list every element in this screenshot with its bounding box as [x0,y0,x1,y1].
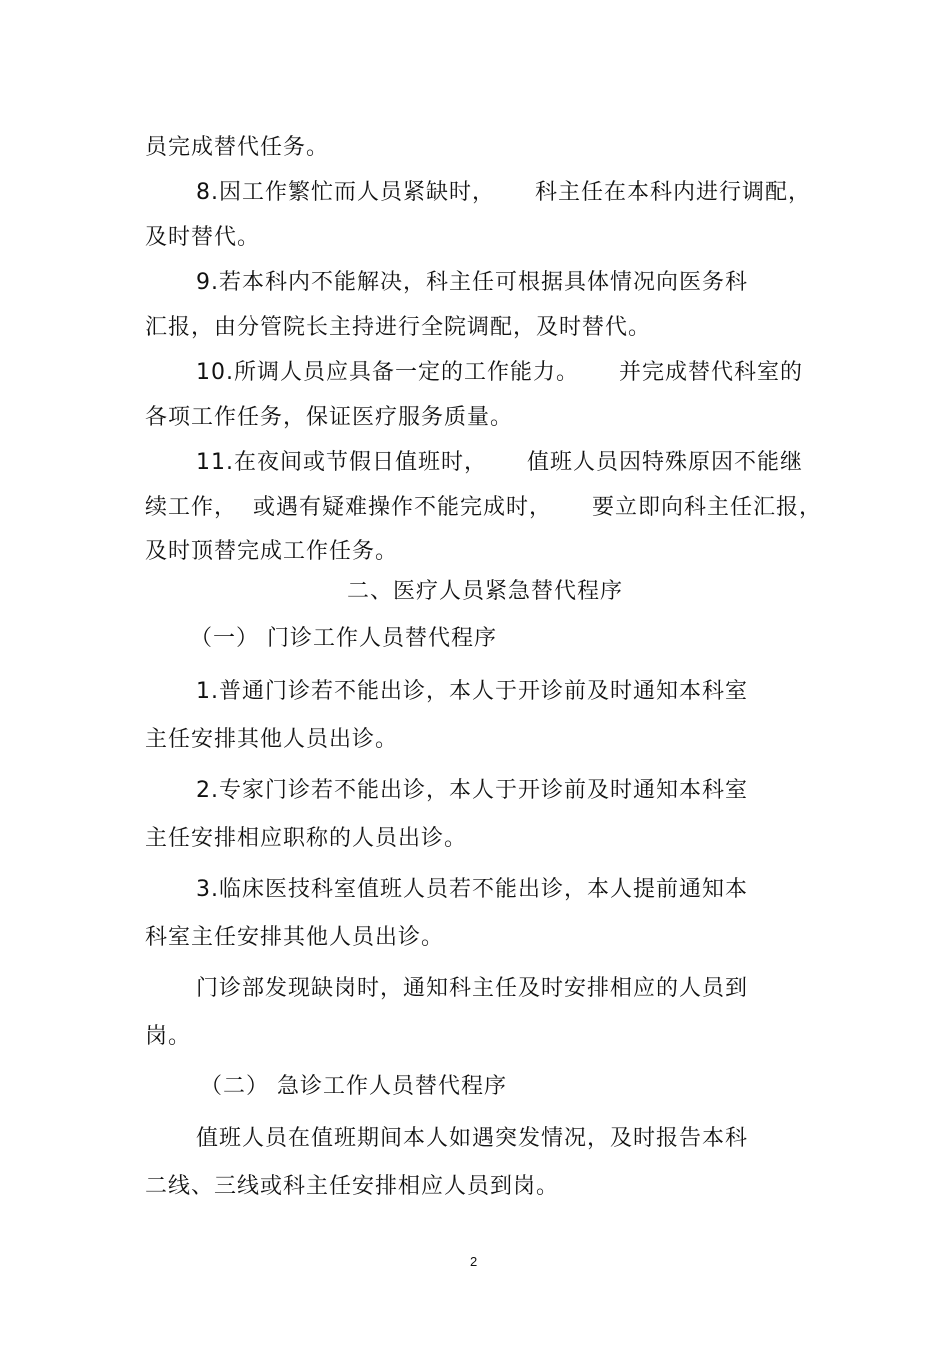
text-line: 值班人员在值班期间本人如遇突发情况，及时报告本科 [196,1126,749,1151]
section-heading: 二、医疗人员紧急替代程序 [347,579,624,604]
subsection-heading: （二） 急诊工作人员替代程序 [200,1074,507,1099]
text-line: 11.在夜间或节假日值班时， 值班人员因特殊原因不能继 [196,450,803,475]
text-line: 门诊部发现缺岗时，通知科主任及时安排相应的人员到 [196,976,749,1001]
text-line: 岗。 [145,1024,192,1049]
text-line: 10.所调人员应具备一定的工作能力。 并完成替代科室的 [196,360,803,385]
text-line: 及时顶替完成工作任务。 [145,539,399,564]
text-line: 汇报，由分管院长主持进行全院调配，及时替代。 [145,315,652,340]
text-line: 续工作， 或遇有疑难操作不能完成时， 要立即向科主任汇报， [145,495,822,520]
text-line: 员完成替代任务。 [145,135,330,160]
text-line: 3.临床医技科室值班人员若不能出诊，本人提前通知本 [196,877,748,902]
text-line: 9.若本科内不能解决，科主任可根据具体情况向医务科 [196,270,748,295]
text-line: 主任安排其他人员出诊。 [145,727,399,752]
text-line: 主任安排相应职称的人员出诊。 [145,826,468,851]
page-number: 2 [470,1254,478,1269]
text-line: 二线、三线或科主任安排相应人员到岗。 [145,1174,560,1199]
text-line: 8.因工作繁忙而人员紧缺时， 科主任在本科内进行调配， [196,180,811,205]
text-line: 科室主任安排其他人员出诊。 [145,925,445,950]
text-line: 各项工作任务，保证医疗服务质量。 [145,405,514,430]
text-line: 及时替代。 [145,225,261,250]
text-line: 1.普通门诊若不能出诊，本人于开诊前及时通知本科室 [196,679,748,704]
subsection-heading: （一） 门诊工作人员替代程序 [190,626,497,651]
text-line: 2.专家门诊若不能出诊，本人于开诊前及时通知本科室 [196,778,748,803]
